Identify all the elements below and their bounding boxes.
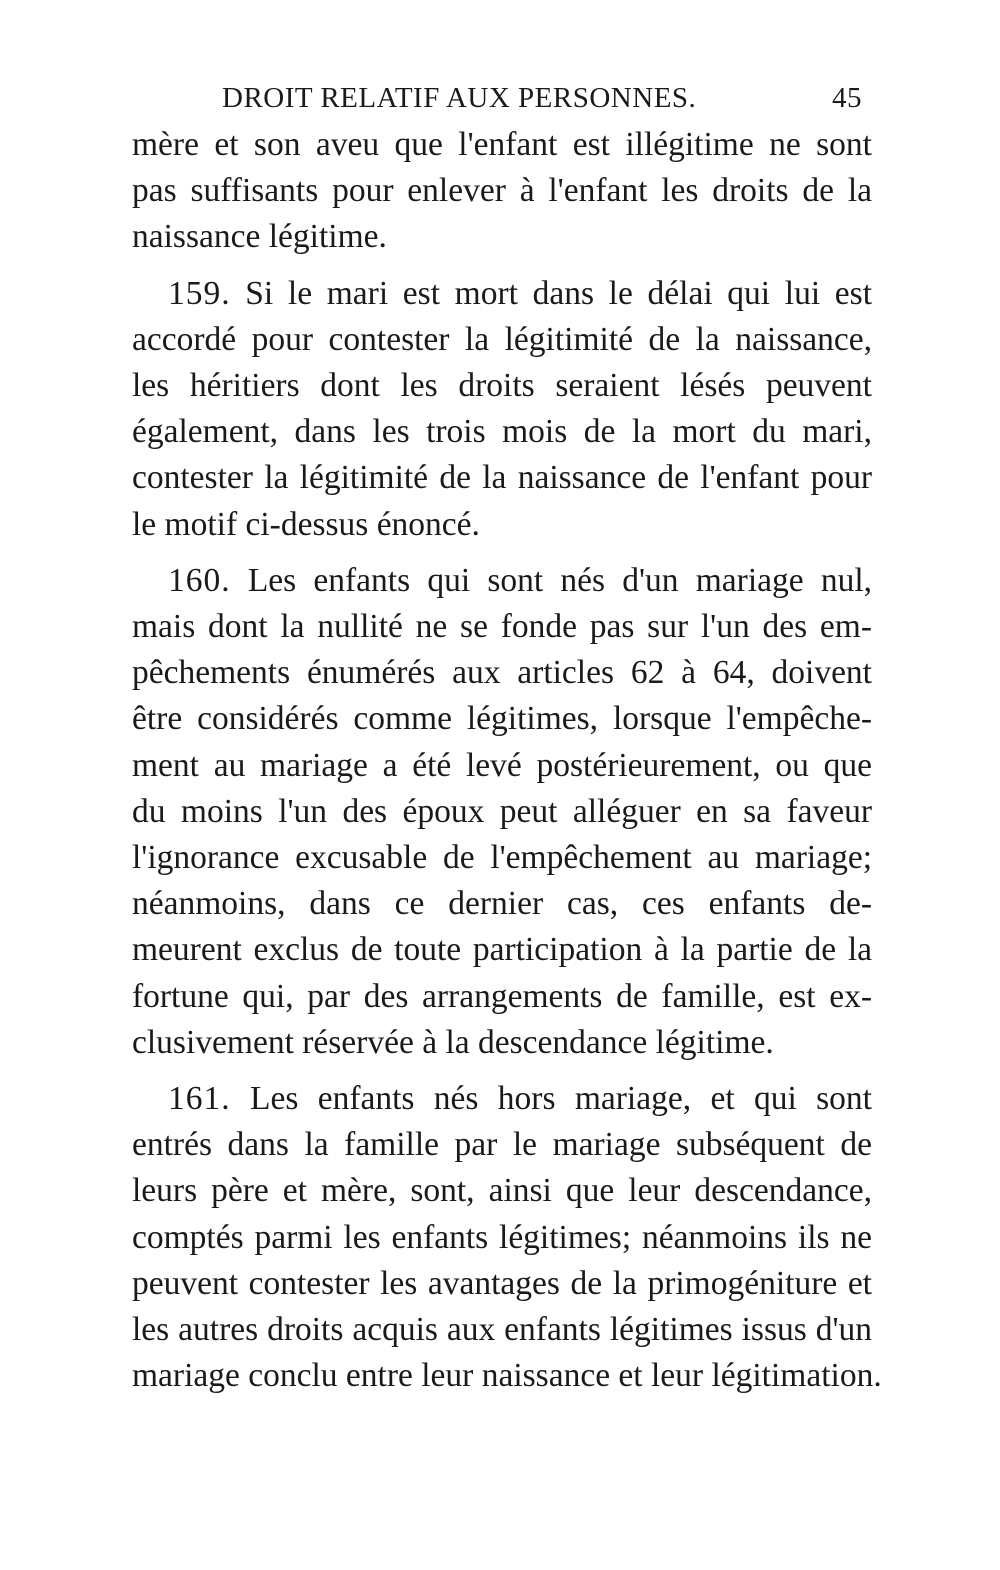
text-line: être considérés comme légitimes, lorsque l'empêche- (132, 700, 872, 738)
text-line: Les enfants qui sont nés d'un mariage nul, (247, 561, 872, 599)
running-head (132, 78, 872, 122)
article-first-line (132, 1076, 872, 1122)
text-line: les autres droits acquis aux enfants légitimes issus d'un (132, 1311, 872, 1349)
page-number: 45 (832, 82, 862, 114)
paragraph-continued (132, 122, 872, 261)
text-line: Les enfants nés hors mariage, et qui sont (249, 1080, 872, 1118)
text-line: Si le mari est mort dans le délai qui lui est (245, 274, 873, 312)
text-line: néanmoins, dans ce dernier cas, ces enfants de- (132, 885, 872, 923)
text-line: le motif ci-dessus énoncé. (132, 505, 480, 543)
article-first-line (132, 558, 872, 604)
text-line: leurs père et mère, sont, ainsi que leur descendance, (132, 1172, 872, 1210)
text-line: les héritiers dont les droits seraient lésés peuvent (132, 367, 872, 405)
text-line: contester la légitimité de la naissance de l'enfant pour (132, 459, 872, 497)
text-line: mariage conclu entre leur naissance et leur légitimation. (132, 1357, 882, 1395)
book-page (132, 78, 882, 1409)
text-line: ment au mariage a été levé postérieurement, ou que (132, 746, 872, 784)
text-line: l'ignorance excusable de l'empêchement au mariage; (132, 839, 872, 877)
text-line: également, dans les trois mois de la mort du mari, (132, 413, 872, 451)
text-line: pêchements énumérés aux articles 62 à 64, doivent (132, 654, 872, 692)
text-line: clusivement réservée à la descendance légitime. (132, 1023, 774, 1061)
text-line: accordé pour contester la légitimité de la naissance, (132, 320, 872, 358)
text-line: naissance légitime. (132, 218, 387, 256)
article-first-line (132, 271, 872, 317)
text-line: meurent exclus de toute participation à la partie de la (132, 931, 872, 969)
text-line: comptés parmi les enfants légitimes; néanmoins ils ne (132, 1218, 872, 1256)
text-line: entrés dans la famille par le mariage subséquent de (132, 1126, 872, 1164)
text-line: mais dont la nullité ne se fonde pas sur l'un des em- (132, 608, 872, 646)
article-161 (132, 1076, 882, 1399)
text-line: du moins l'un des époux peut alléguer en sa faveur (132, 792, 872, 830)
running-title: DROIT RELATIF AUX PERSONNES. (222, 82, 697, 114)
article-number: 159. (168, 274, 231, 312)
article-number: 160. (168, 561, 231, 599)
text-line: pas suffisants pour enlever à l'enfant les droits de la (132, 172, 872, 210)
article-number: 161. (168, 1080, 231, 1118)
text-line: peuvent contester les avantages de la primogéniture et (132, 1264, 872, 1302)
text-line: mère et son aveu que l'enfant est illégitime ne sont (132, 126, 872, 163)
article-159 (132, 271, 872, 548)
body-text (132, 122, 882, 1399)
article-160 (132, 558, 872, 1066)
text-line: fortune qui, par des arrangements de famille, est ex- (132, 977, 872, 1015)
